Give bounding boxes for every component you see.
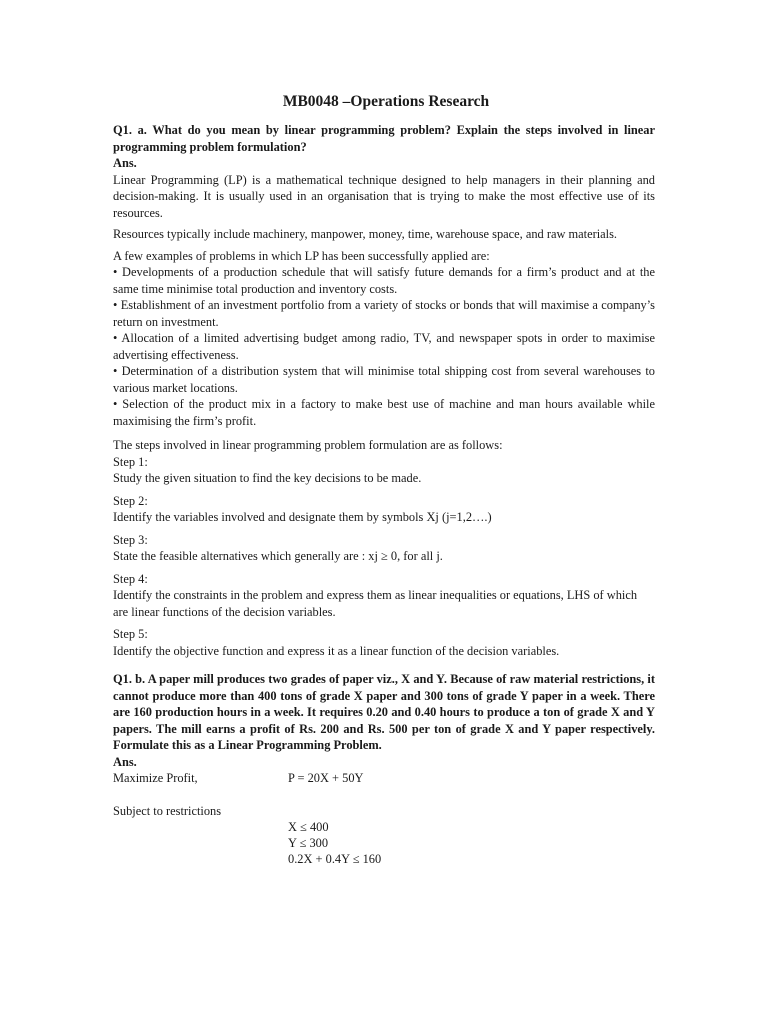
list-item: • Selection of the product mix in a factory to make best use of machine and man hours available while maximising the firm’s profit. [113,397,655,428]
step-label: Step 3: [113,532,148,547]
constraint-3: 0.2X + 0.4Y ≤ 160 [288,852,382,866]
step-3 [113,532,655,565]
examples-intro: A few examples of problems in which LP has been successfully applied are: [113,248,490,263]
examples-list [113,248,655,430]
list-item: • Determination of a distribution system that will minimise total shipping cost from several warehouses to various market locations. [113,364,655,395]
objective-row [113,770,655,787]
answer-label-1b: Ans. [113,754,137,769]
question-1b: Q1. b. A paper mill produces two grades of paper viz., X and Y. Because of raw material restrictions, it cannot produce more than 400 tons of grade X paper and 300 tons of grade Y paper in a week. There are 160 production hours in a week. It requires 0.20 and 0.40 hours to produce a ton of grade X and Y papers. The mill earns a profit of Rs. 200 and Rs. 500 per ton of grade X and Y paper respectively. Formulate this as a Linear Programming Problem. [113,672,655,752]
objective-label: Maximize Profit, [113,771,198,785]
objective-function: P = 20X + 50Y [288,771,364,785]
constraints-label: Subject to restrictions [113,803,222,818]
document-title: MB0048 –Operations Research [282,93,490,110]
answer-label-1a: Ans. [113,156,137,170]
step-4 [113,571,655,621]
step-text: Study the given situation to find the key decisions to be made. [113,471,422,485]
paragraph-lp-definition: Linear Programming (LP) is a mathematical technique designed to help managers in their planning and decision-making. It is usually used in an organisation that is trying to make the most effective use of its resources. [113,172,655,220]
list-item: • Developments of a production schedule that will satisfy future demands for a firm’s product and at the same time minimise total production and inventory costs. [113,265,655,296]
list-item: • Allocation of a limited advertising budget among radio, TV, and newspaper spots in order to maximise advertising effectiveness. [113,331,655,362]
step-label: Step 5: [113,627,148,641]
document-page [113,92,655,867]
step-text: Identify the constraints in the problem and express them as linear inequalities or equations, LHS of which are linear functions of the decision variables. [113,588,638,619]
steps-intro: The steps involved in linear programming problem formulation are as follows: [113,438,503,452]
step-text: State the feasible alternatives which generally are : xj ≥ 0, for all j. [113,549,443,563]
paragraph-resources: Resources typically include machinery, manpower, money, time, warehouse space, and raw materials. [113,227,618,241]
question-1a: Q1. a. What do you mean by linear programming problem? Explain the steps involved in linear programming problem formulation? [113,123,655,154]
constraint-2: Y ≤ 300 [288,836,329,850]
step-label: Step 4: [113,571,148,586]
step-2 [113,493,655,526]
list-item: • Establishment of an investment portfolio from a variety of stocks or bonds that will maximise a company’s return on investment. [113,298,655,329]
constraint-1: X ≤ 400 [288,820,329,834]
step-5 [113,626,655,659]
step-1 [113,454,655,487]
step-label: Step 2: [113,493,148,508]
step-label: Step 1: [113,454,148,469]
step-text: Identify the variables involved and designate them by symbols Xj (j=1,2….) [113,510,492,524]
step-text: Identify the objective function and express it as a linear function of the decision variables. [113,643,560,658]
